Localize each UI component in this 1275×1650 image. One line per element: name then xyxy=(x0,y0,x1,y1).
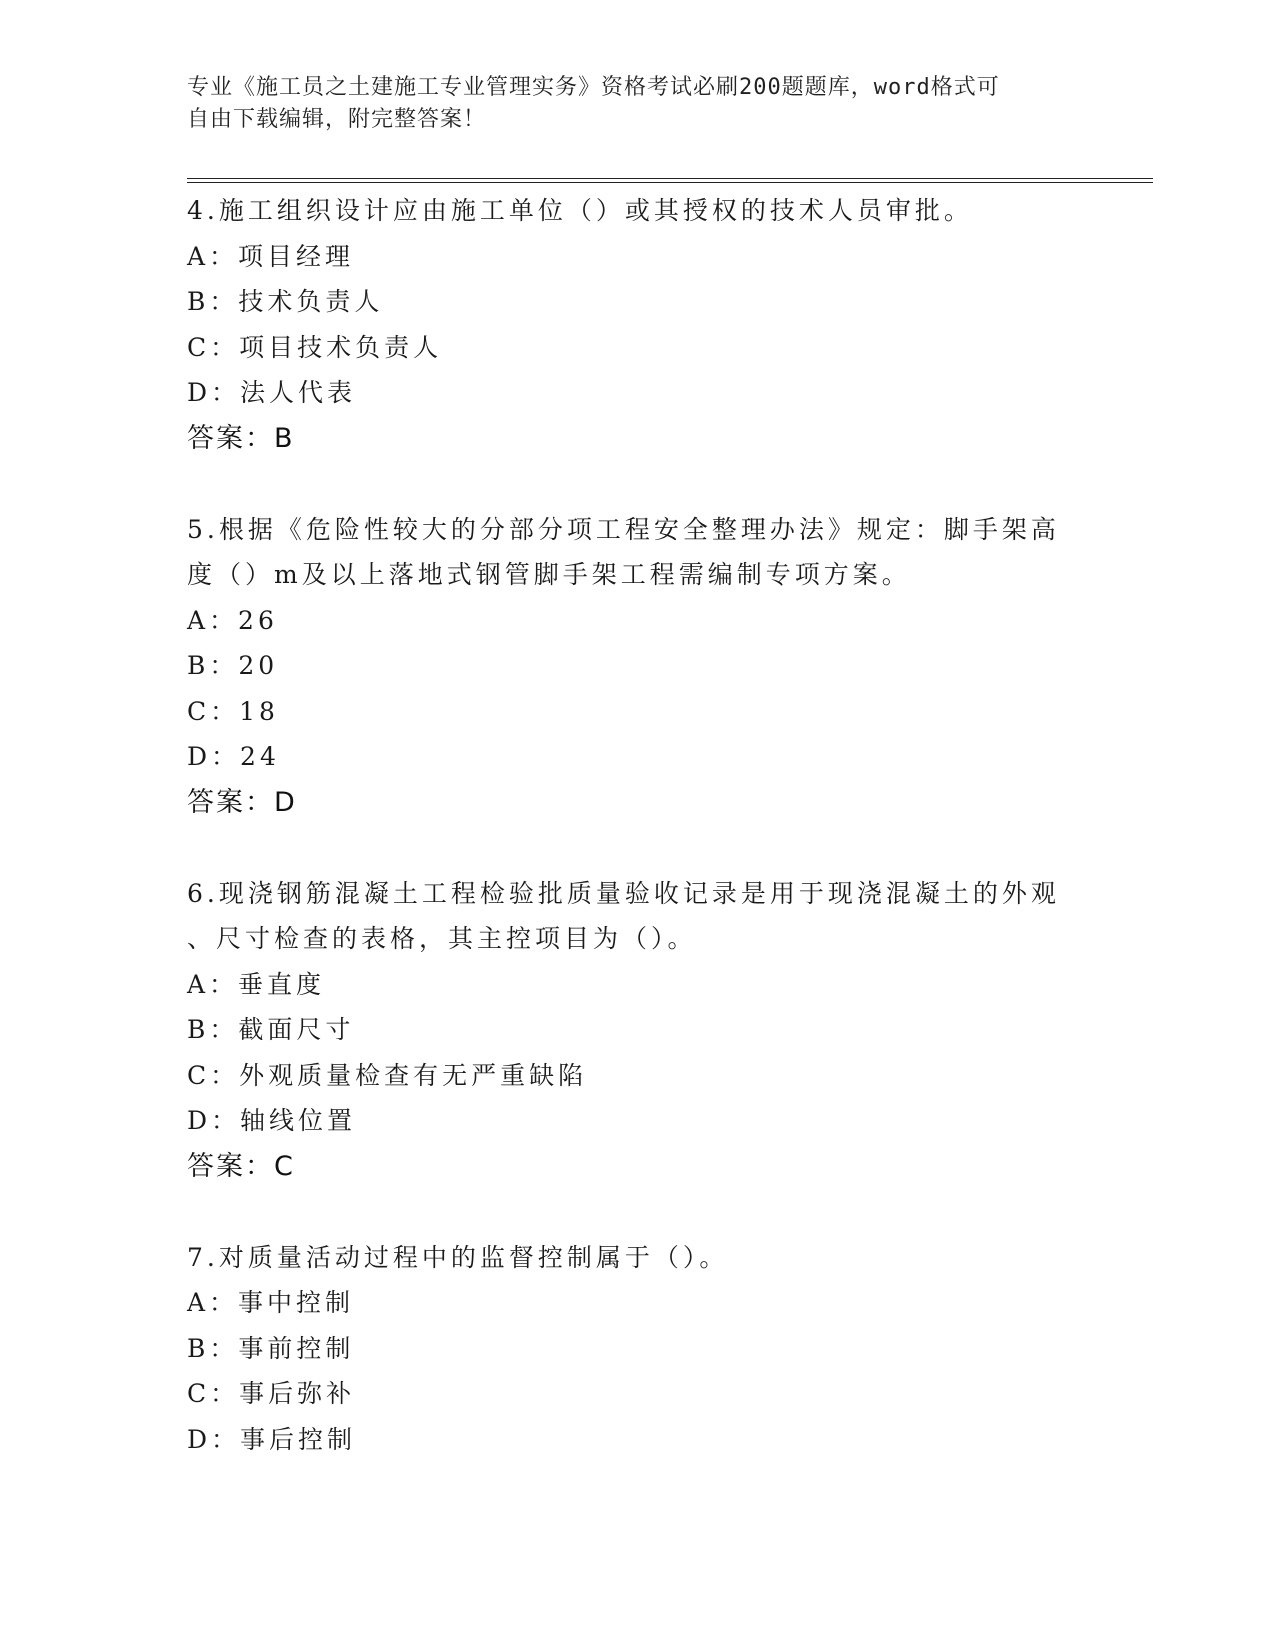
question-stem xyxy=(187,871,1087,962)
stem-line: 7.对质量活动过程中的监督控制属于（）。 xyxy=(187,1242,729,1272)
question-spacer xyxy=(187,461,1087,507)
option-b: B：技术负责人 xyxy=(187,287,384,316)
answer-text: 答案：D xyxy=(187,786,297,818)
option-c: C：18 xyxy=(187,696,279,726)
stem-line: 度（）m及以上落地式钢管脚手架工程需编制专项方案。 xyxy=(187,560,911,589)
question-5 xyxy=(187,507,1087,826)
question-stem xyxy=(187,188,1087,234)
question-stem xyxy=(187,1235,1087,1281)
stem-line: 5.根据《危险性较大的分部分项工程安全整理办法》规定：脚手架高 xyxy=(187,514,1060,544)
option-a: A：26 xyxy=(187,605,278,635)
option-a: A：垂直度 xyxy=(187,969,326,999)
option-d: D：轴线位置 xyxy=(187,1106,357,1135)
option-b: B：截面尺寸 xyxy=(187,1015,355,1044)
option-a: A：事中控制 xyxy=(187,1288,355,1317)
header-rule-bottom xyxy=(187,182,1153,183)
option-d: D：法人代表 xyxy=(187,378,357,407)
question-stem xyxy=(187,507,1087,598)
question-list xyxy=(187,188,1087,1462)
answer-text: 答案：B xyxy=(187,422,295,454)
option-d: D：24 xyxy=(187,742,280,771)
question-6 xyxy=(187,871,1087,1190)
option-c: C：事后弥补 xyxy=(187,1379,356,1408)
stem-line: 、尺寸检查的表格，其主控项目为（）。 xyxy=(187,924,697,953)
answer-text: 答案：C xyxy=(187,1150,295,1182)
question-4 xyxy=(187,188,1087,461)
header-line-1: 专业《施工员之土建施工专业管理实务》资格考试必刷200题题库，word格式可 xyxy=(187,75,1000,100)
option-c: C：外观质量检查有无严重缺陷 xyxy=(187,1060,588,1090)
option-d: D：事后控制 xyxy=(187,1424,357,1454)
question-spacer xyxy=(187,1189,1087,1235)
header-line-2: 自由下载编辑，附完整答案！ xyxy=(187,107,487,132)
stem-line: 4.施工组织设计应由施工单位（）或其授权的技术人员审批。 xyxy=(187,196,973,225)
option-a: A：项目经理 xyxy=(187,241,355,271)
question-spacer xyxy=(187,825,1087,871)
stem-line: 6.现浇钢筋混凝土工程检验批质量验收记录是用于现浇混凝土的外观 xyxy=(187,878,1060,908)
question-7 xyxy=(187,1235,1087,1463)
option-b: B：事前控制 xyxy=(187,1333,355,1363)
option-c: C：项目技术负责人 xyxy=(187,332,443,362)
document-header xyxy=(187,72,1067,136)
header-rule-top xyxy=(187,178,1153,179)
option-b: B：20 xyxy=(187,651,279,680)
